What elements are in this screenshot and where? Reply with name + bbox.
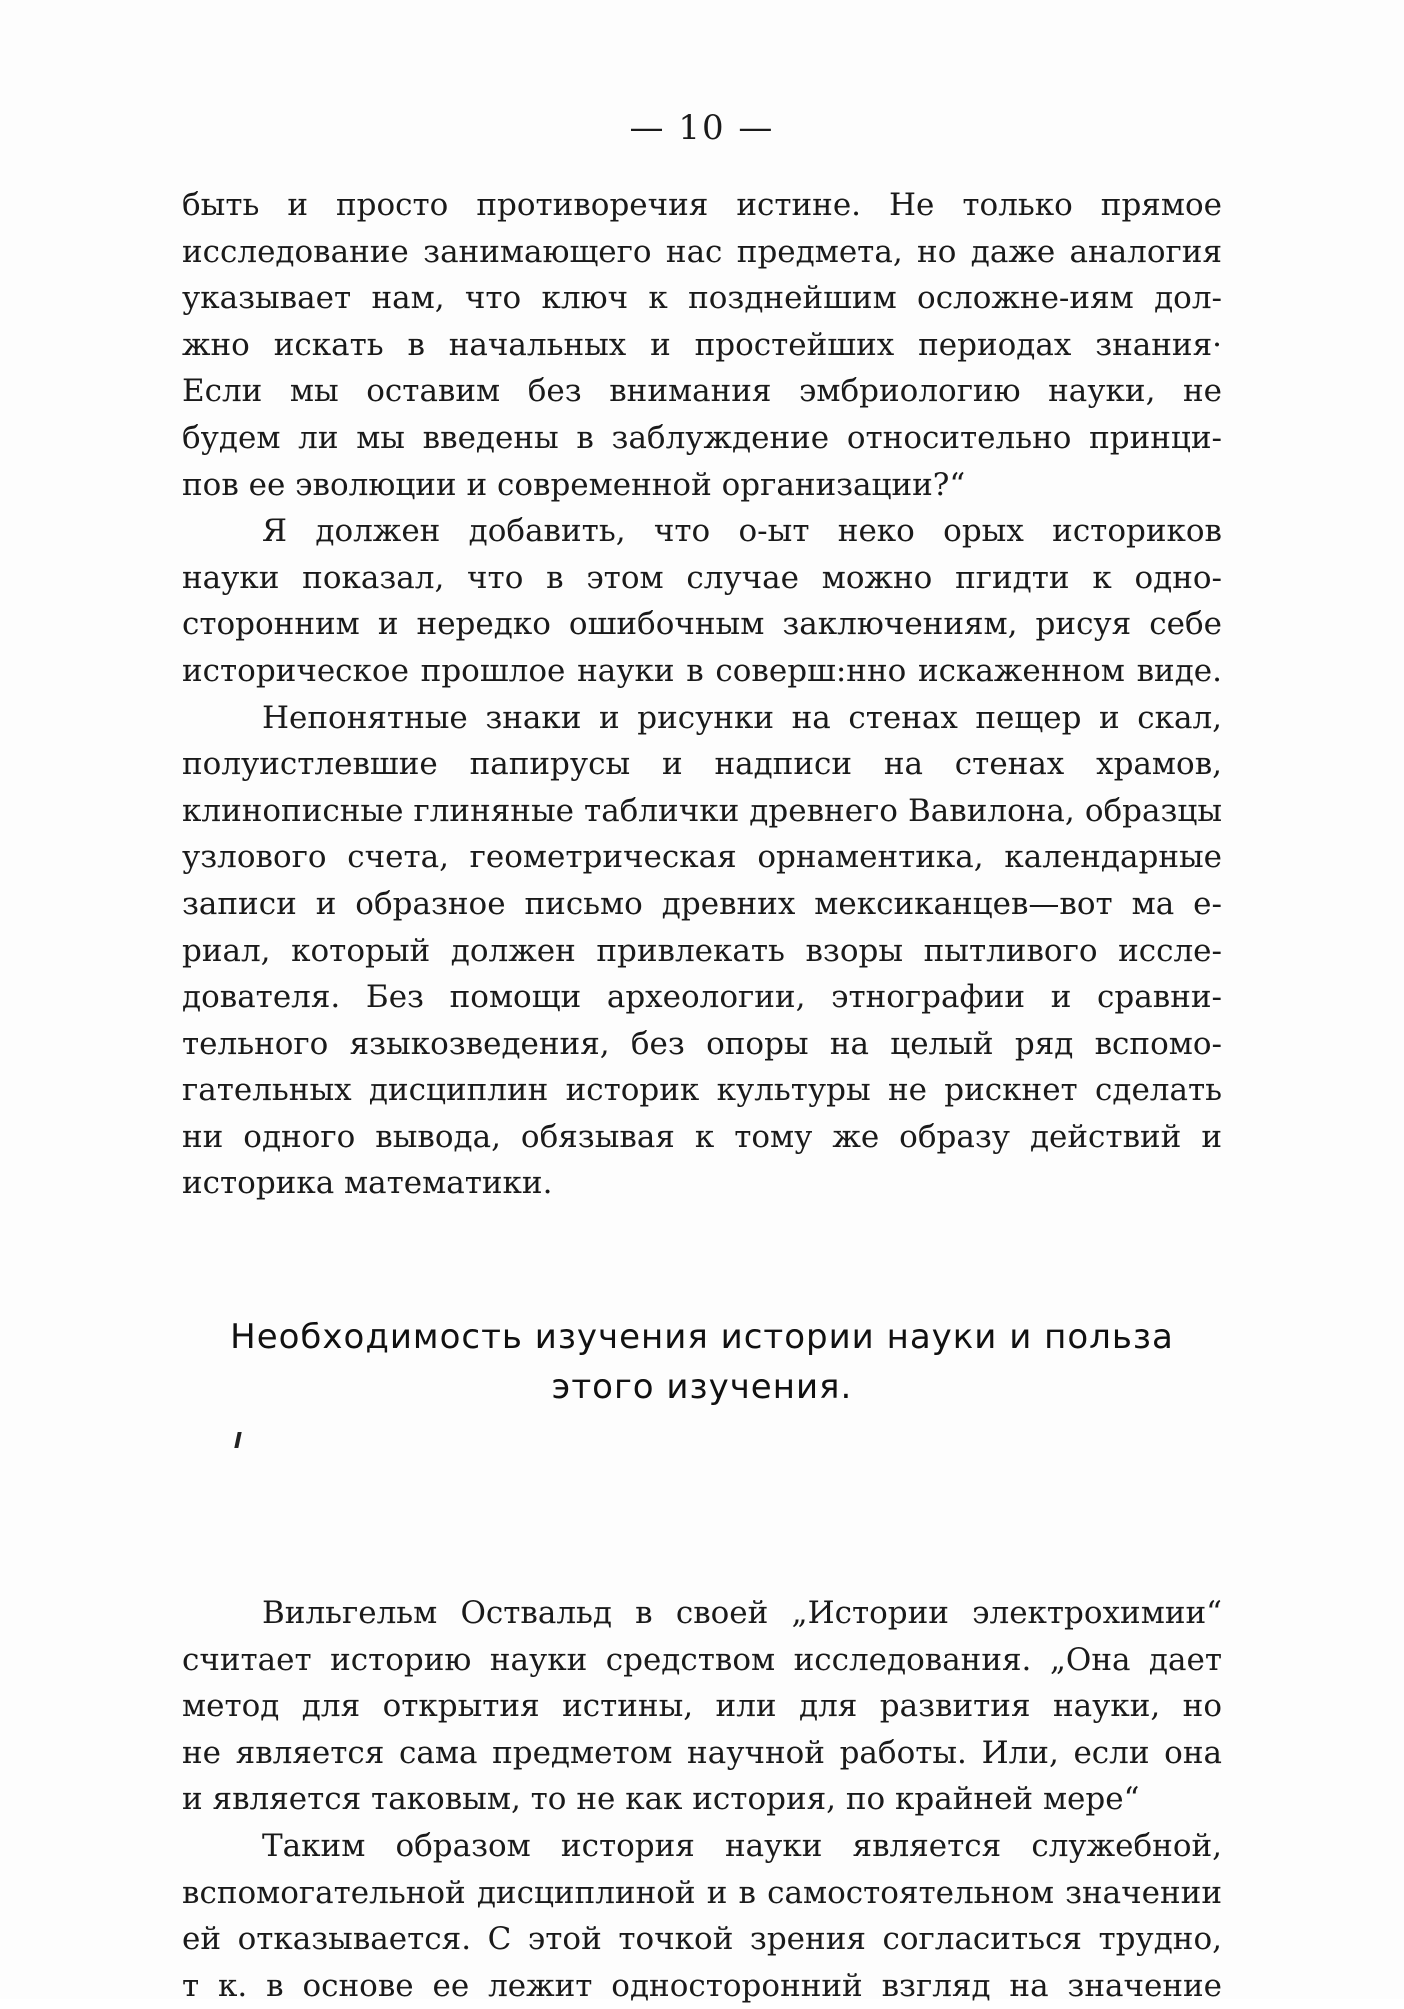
text-line: метод для открытия истины, или для развития науки, но <box>182 1688 1222 1725</box>
text-line: считает историю науки средством исследования. „Она дает <box>182 1641 1222 1678</box>
text-line: и является таковым, то не как история, по крайней мере“ <box>182 1781 1140 1818</box>
text-line: риал, который должен привлекать взоры пытливого иссле- <box>182 932 1222 969</box>
text-line: науки показал, что в этом случае можно пгидти к одно- <box>182 559 1222 596</box>
text-line: не является сама предметом научной работы. Или, если она <box>182 1734 1222 1771</box>
text-line: Таким образом история науки является служебной, <box>262 1827 1222 1864</box>
page-number: — 10 — <box>629 108 775 148</box>
text-line: узлового счета, геометрическая орнаментика, календарные <box>182 839 1222 876</box>
section-heading <box>182 1312 1222 1412</box>
print-speck <box>234 1432 241 1448</box>
text-line: исследование занимающего нас предмета, но даже аналогия <box>182 233 1222 270</box>
text-line: сторонним и нередко ошибочным заключениям, рисуя себе <box>182 606 1222 643</box>
text-line: Вильгельм Оствальд в своей „Истории электрохимии“ <box>262 1595 1222 1631</box>
text-line: т к. в основе ее лежит односторонний взгляд на значение <box>182 1967 1222 2004</box>
section-heading-line: Необходимость изучения истории науки и польза <box>230 1317 1174 1357</box>
text-block-intro <box>182 182 1222 1207</box>
text-line: быть и просто противоречия истине. Не только прямое <box>182 187 1222 223</box>
text-line: ни одного вывода, обязывая к тому же образу действий и <box>182 1118 1222 1155</box>
text-line: жно искать в начальных и простейших периодах знания· <box>182 326 1222 363</box>
text-line: полуистлевшие папирусы и надписи на стенах храмов, <box>182 746 1222 783</box>
text-line: историка математики. <box>182 1165 553 1202</box>
text-line: гательных дисциплин историк культуры не рискнет сделать <box>182 1072 1222 1109</box>
text-line: Непонятные знаки и рисунки на стенах пещер и скал, <box>262 699 1222 736</box>
text-line: Я должен добавить, что о-ыт неко орых историков <box>262 513 1222 550</box>
text-line: клинописные глиняные таблички древнего Вавилона, образцы <box>182 792 1222 829</box>
text-line: дователя. Без помощи археологии, этнографии и сравни- <box>182 979 1222 1016</box>
text-line: указывает нам, что ключ к позднейшим осложне-иям дол- <box>182 280 1222 317</box>
text-line: тельного языкозведения, без опоры на целый ряд вспомо- <box>182 1025 1222 1062</box>
section-heading-line: этого изучения. <box>551 1367 853 1407</box>
text-line: Если мы оставим без внимания эмбриологию науки, не <box>182 373 1222 410</box>
text-line: пов ее эволюции и современной организации?“ <box>182 466 966 503</box>
text-line: историческое прошлое науки в соверш:нно искаженном виде. <box>182 652 1222 689</box>
text-block-section <box>182 1590 1222 2009</box>
text-line: записи и образное письмо древних мексиканцев—вот ма е- <box>182 885 1222 922</box>
text-line: будем ли мы введены в заблуждение относительно принци- <box>182 419 1222 456</box>
text-line: ей отказывается. С этой точкой зрения согласиться трудно, <box>182 1921 1222 1958</box>
text-line: вспомогательной дисциплиной и в самостоятельном значении <box>182 1874 1222 1911</box>
